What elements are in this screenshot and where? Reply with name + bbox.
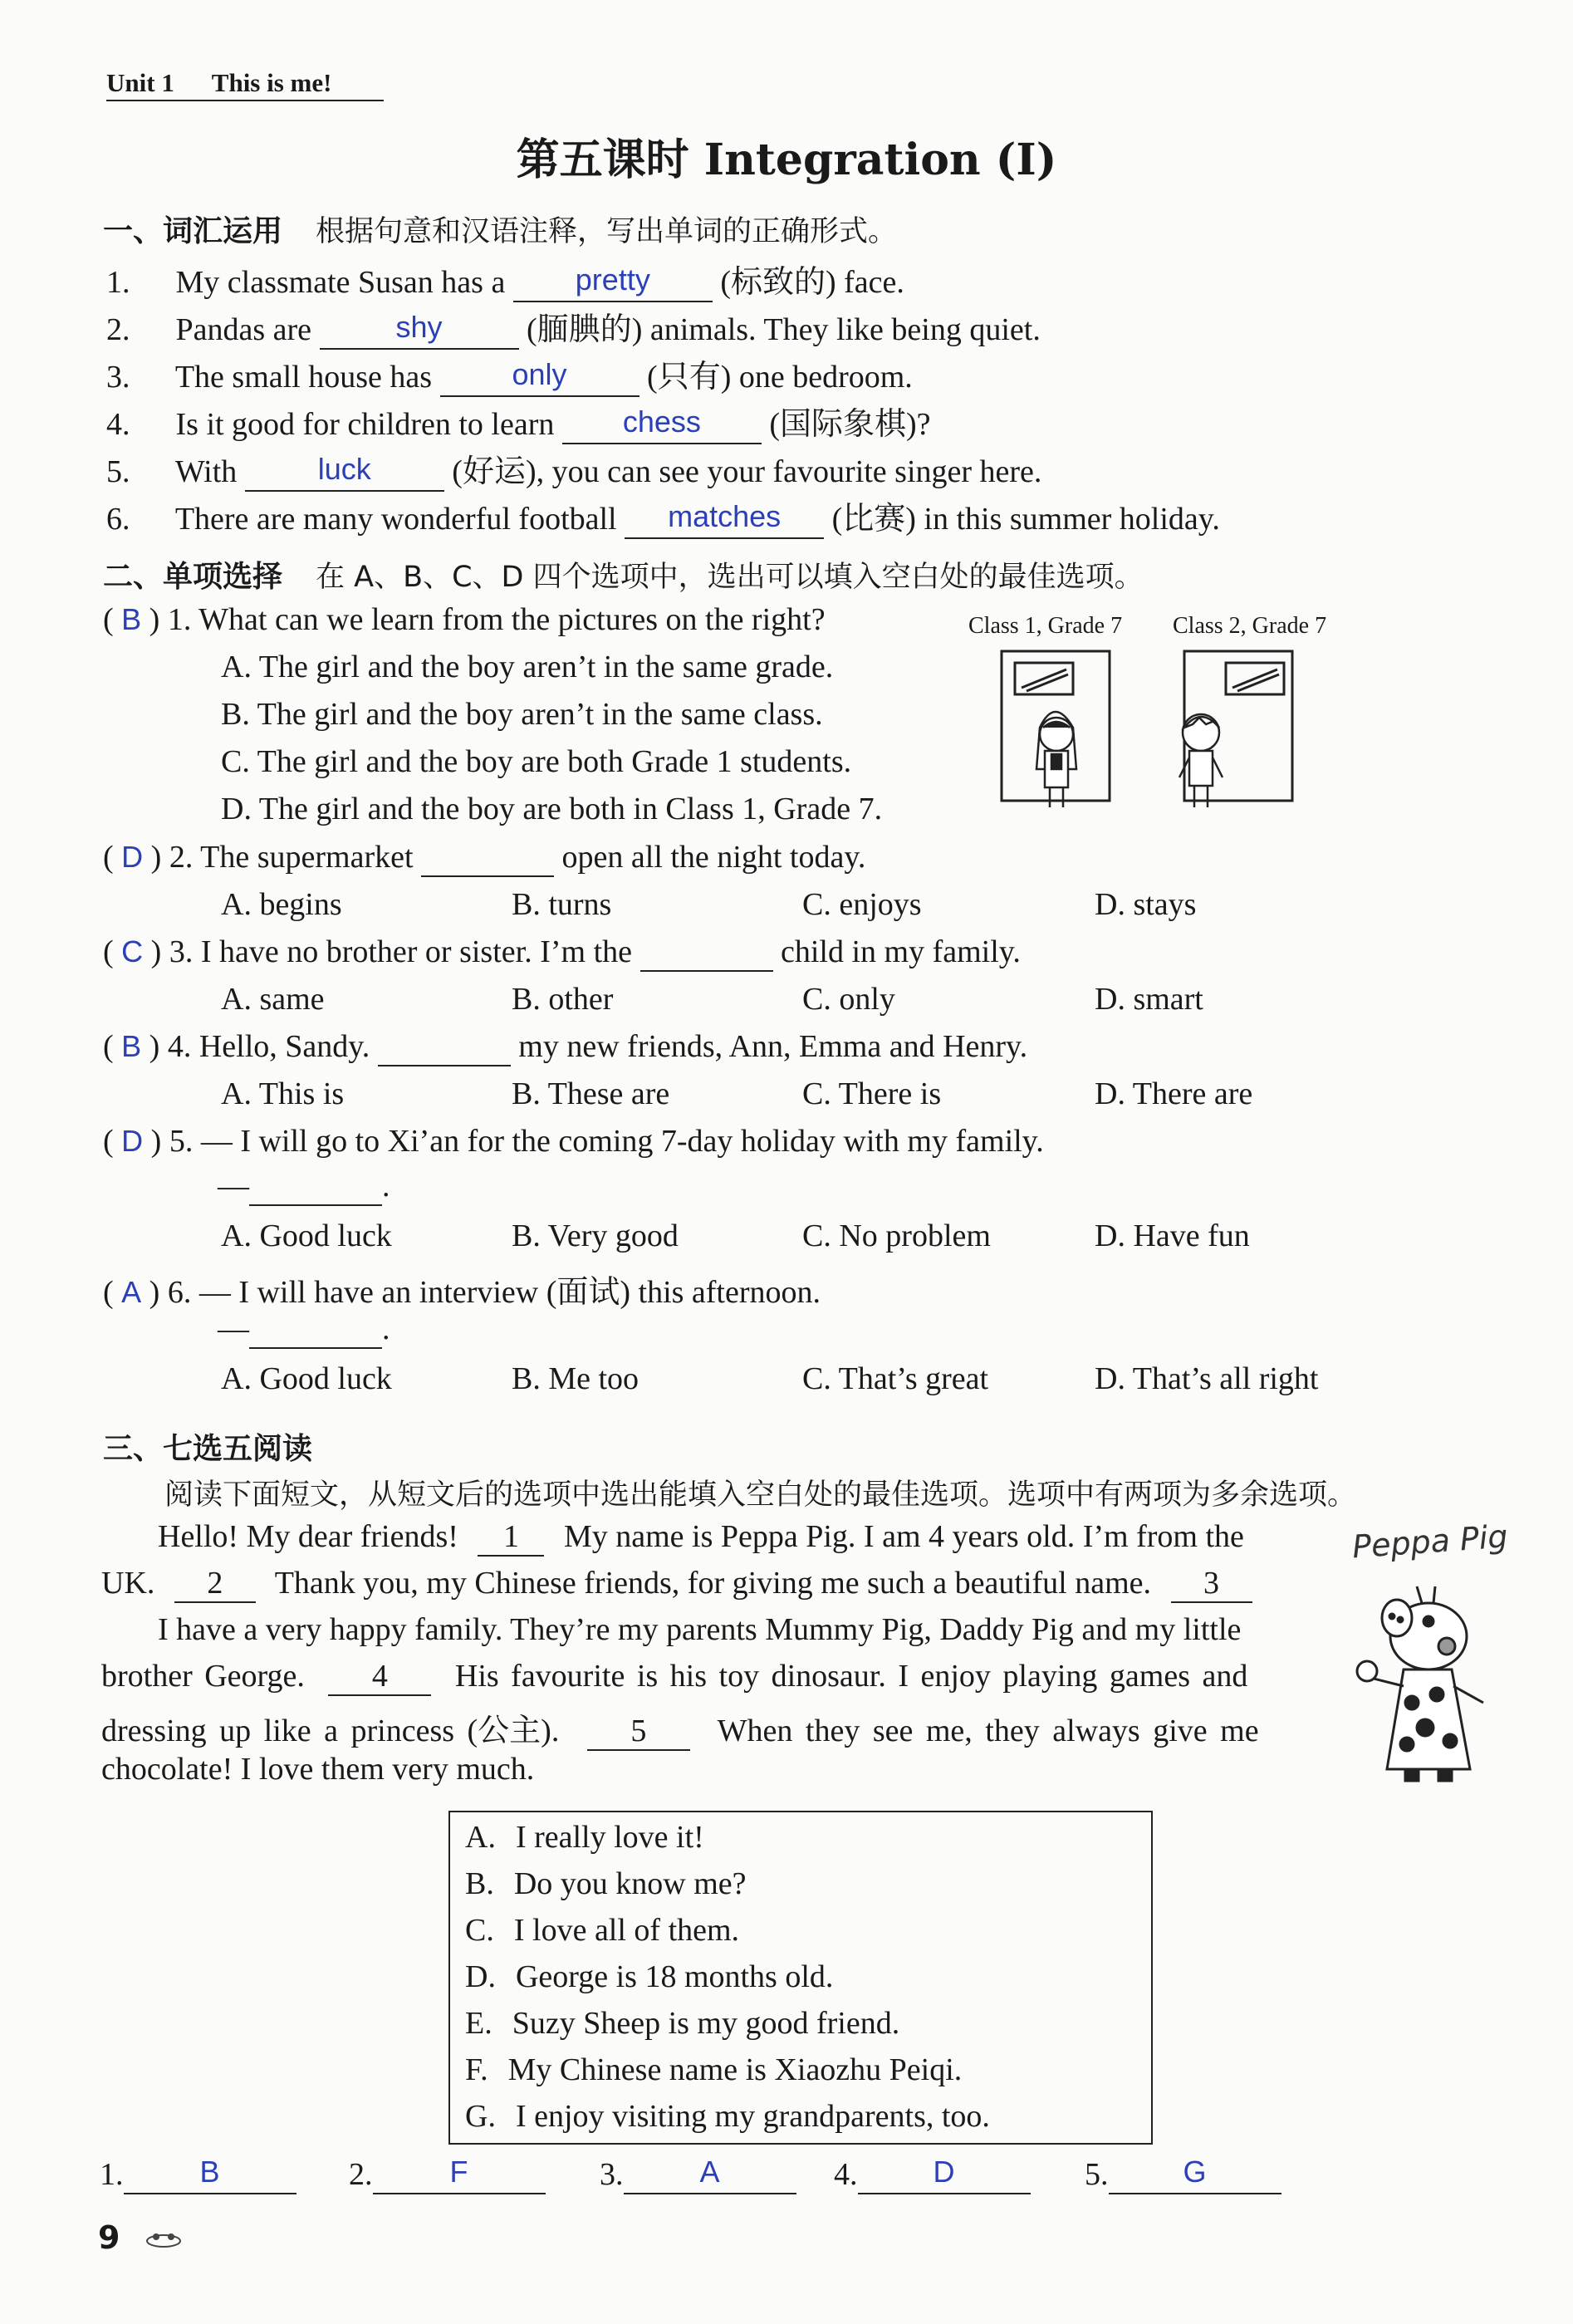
handwritten-answer: luck [317, 452, 371, 486]
question-number: 2. [169, 840, 194, 875]
option: D. Have fun [1095, 1218, 1250, 1253]
answer-blank[interactable] [1109, 2156, 1281, 2194]
reading-option [465, 2052, 962, 2088]
answer-paren[interactable]: ( D ) [103, 1124, 162, 1159]
passage-text: Hello! My dear friends! [158, 1519, 458, 1554]
mc-question [103, 601, 826, 638]
passage-blank [328, 1658, 431, 1696]
reading-option [465, 1912, 739, 1949]
passage-blank [478, 1518, 544, 1557]
section3-instruction: 阅读下面短文，从短文后的选项中选出能填入空白处的最佳选项。选项中有两项为多余选项。 [164, 1478, 1357, 1512]
vocab-item [106, 303, 1041, 350]
option: B. Very good [512, 1218, 679, 1253]
question-number: 3. [169, 934, 194, 969]
item-text: (比赛) in this summer holiday. [831, 502, 1220, 537]
item-text: The small house has [174, 360, 433, 395]
section3-heading: 三、七选五阅读 [103, 1432, 313, 1466]
option: B. Me too [512, 1361, 639, 1396]
footer-ornament-icon [143, 2228, 184, 2249]
option-letter: B. [465, 1866, 494, 1901]
unit-title: This is me! [211, 68, 332, 97]
handwritten-answer: F [449, 2155, 468, 2189]
item-number: 5. [106, 454, 130, 489]
answer-number: 1. [100, 2157, 124, 2192]
question-stem: The supermarket [200, 840, 414, 875]
option-letter: D. [465, 1959, 496, 1994]
option: A. The girl and the boy aren’t in the same grade. [221, 650, 834, 684]
answer-slot [834, 2156, 1031, 2194]
item-text: (国际象棋)? [769, 407, 931, 442]
handwritten-answer: shy [395, 310, 443, 344]
option: A. Good luck [221, 1218, 392, 1253]
question-stem: — I will go to Xi’an for the coming 7-day holiday with my family. [200, 1124, 1044, 1159]
option: A. Good luck [221, 1361, 392, 1396]
item-number: 3. [106, 360, 130, 395]
passage-text: His favourite is his toy dinosaur. I enjoy playing games and [454, 1659, 1248, 1694]
vocab-item [106, 493, 1220, 539]
handwritten-answer: A [699, 2155, 720, 2189]
handwritten-answer: B [199, 2155, 220, 2189]
handwritten-answer: D [121, 1124, 144, 1158]
answer-slot [349, 2156, 546, 2194]
section2-instruction: 在 A、B、C、D 四个选项中，选出可以填入空白处的最佳选项。 [316, 561, 1144, 594]
handwritten-answer: pretty [575, 262, 650, 297]
section1-heading-row [103, 208, 897, 250]
option-letter: F. [465, 2052, 488, 2087]
blank-number: 4 [371, 1659, 388, 1694]
question-stem: I have no brother or sister. I’m the [200, 934, 632, 969]
answer-blank[interactable] [320, 311, 519, 350]
handwritten-answer: B [121, 1029, 142, 1063]
option-text: Suzy Sheep is my good friend. [512, 2006, 900, 2041]
option: B. turns [512, 887, 612, 922]
question-stem: Hello, Sandy. [198, 1029, 370, 1064]
option: A. begins [221, 887, 342, 922]
handwritten-answer: chess [622, 404, 701, 439]
question-blank [378, 1028, 511, 1066]
section1-heading: 一、词汇运用 [103, 214, 283, 248]
passage-blank [587, 1713, 690, 1751]
reply-dash: — [218, 1312, 249, 1346]
peppa-pig-logo: Peppa Pig [1350, 1517, 1509, 1566]
option: C. No problem [802, 1218, 991, 1253]
item-text: (腼腆的) animals. They like being quiet. [527, 312, 1041, 347]
item-text: (只有) one bedroom. [647, 360, 913, 395]
answer-paren[interactable]: ( A ) [103, 1275, 160, 1310]
answer-number: 2. [349, 2157, 373, 2192]
passage-line [158, 1518, 1319, 1557]
item-text: (好运), you can see your favourite singer here. [452, 454, 1042, 489]
item-number: 4. [106, 407, 130, 442]
vocab-item [106, 445, 1041, 492]
option: D. smart [1095, 982, 1203, 1017]
option: D. That’s all right [1095, 1361, 1319, 1396]
handwritten-answer: D [933, 2155, 955, 2189]
blank-number: 3 [1203, 1566, 1220, 1601]
question-blank [421, 839, 554, 877]
blank-number: 5 [630, 1714, 647, 1748]
passage-line [101, 1658, 1322, 1696]
item-text: There are many wonderful football [174, 502, 617, 537]
option-letter: E. [465, 2006, 492, 2041]
option: B. The girl and the boy aren’t in the same class. [221, 697, 823, 732]
question-number: 1. [167, 602, 192, 637]
option-text: I love all of them. [513, 1913, 740, 1948]
option: C. enjoys [802, 887, 922, 922]
answer-blank[interactable] [245, 454, 444, 492]
answer-blank[interactable] [124, 2156, 296, 2194]
option: C. There is [802, 1076, 942, 1111]
page-number: 9 [98, 2219, 120, 2256]
unit-label: Unit 1 [106, 68, 174, 97]
mc-question [103, 1123, 1044, 1160]
boy-figure [1179, 714, 1223, 807]
option: A. This is [221, 1076, 345, 1111]
question-stem: child in my family. [781, 934, 1021, 969]
handwritten-answer: D [121, 840, 144, 874]
handwritten-answer: A [121, 1275, 142, 1309]
vocab-item [106, 351, 913, 397]
passage-text: My name is Peppa Pig. I am 4 years old. I’m from the [563, 1519, 1244, 1554]
answer-number: 3. [600, 2157, 624, 2192]
answer-paren[interactable]: ( C ) [103, 934, 162, 969]
option: D. stays [1095, 887, 1197, 922]
answer-blank[interactable] [858, 2156, 1031, 2194]
item-text: My classmate Susan has a [175, 265, 506, 300]
answer-number: 5. [1085, 2157, 1109, 2192]
answer-slot [1085, 2156, 1281, 2194]
vocab-item [106, 256, 904, 302]
answer-number: 4. [834, 2157, 858, 2192]
option-text: My Chinese name is Xiaozhu Peiqi. [507, 2052, 963, 2087]
section2-heading-row [103, 553, 1144, 596]
question-stem: — I will have an interview (面试) this afternoon. [198, 1275, 821, 1310]
section1-instruction: 根据句意和汉语注释，写出单词的正确形式。 [316, 215, 898, 248]
reading-option [465, 1959, 833, 1995]
item-text: With [174, 454, 238, 489]
answer-blank[interactable] [624, 2156, 796, 2194]
handwritten-answer: B [121, 602, 142, 636]
reading-option [465, 1866, 747, 1902]
item-number: 1. [106, 265, 130, 300]
passage-line [158, 1611, 1241, 1648]
dialogue-reply-line: — . [218, 1311, 390, 1349]
question-stem: open all the night today. [561, 840, 866, 875]
answer-blank[interactable] [513, 264, 713, 302]
passage-text: When they see me, they always give me [717, 1714, 1259, 1748]
mc-question [103, 1028, 1027, 1066]
vocab-item [106, 398, 931, 444]
passage-blank [1171, 1565, 1252, 1603]
answer-blank[interactable] [562, 406, 762, 444]
handwritten-answer: G [1183, 2155, 1207, 2189]
option: D. There are [1095, 1076, 1253, 1111]
option: C. only [802, 982, 895, 1017]
passage-text: chocolate! I love them very much. [101, 1752, 535, 1787]
option-text: I really love it! [515, 1820, 704, 1855]
option-text: George is 18 months old. [515, 1959, 834, 1994]
lesson-title: 第五课时 Integration (I) [516, 135, 1057, 185]
item-text: Pandas are [175, 312, 312, 347]
blank-number: 1 [502, 1519, 519, 1554]
picture-label-class2: Class 2, Grade 7 [1173, 613, 1327, 639]
option-letter: C. [465, 1913, 494, 1948]
item-number: 6. [106, 502, 130, 537]
answer-paren[interactable]: ( D ) [103, 840, 162, 875]
option: D. The girl and the boy are both in Class 1, Grade 7. [221, 792, 883, 826]
option: C. That’s great [802, 1361, 989, 1396]
option: B. These are [512, 1076, 670, 1111]
reading-option [465, 2098, 990, 2135]
question-blank [249, 1311, 382, 1349]
option-text: I enjoy visiting my grandparents, too. [515, 2099, 990, 2134]
reply-dash: — [218, 1169, 249, 1204]
option-text: Do you know me? [513, 1866, 747, 1901]
reading-option [465, 2005, 899, 2042]
reading-option [465, 1819, 704, 1856]
question-stem: my new friends, Ann, Emma and Henry. [518, 1029, 1028, 1064]
passage-text: UK. [101, 1566, 155, 1601]
passage-blank [174, 1565, 256, 1603]
answer-blank[interactable] [373, 2156, 546, 2194]
unit-header [106, 68, 384, 101]
girl-figure [1036, 712, 1076, 807]
option: A. same [221, 982, 325, 1017]
answer-blank[interactable] [625, 501, 824, 539]
question-blank [249, 1168, 382, 1206]
blank-number: 2 [207, 1566, 223, 1601]
answer-slot [100, 2156, 296, 2194]
option: C. The girl and the boy are both Grade 1 students. [221, 744, 852, 779]
dialogue-reply-line: — . [218, 1168, 390, 1206]
answer-slot [600, 2156, 796, 2194]
answer-paren[interactable]: ( B ) [103, 602, 160, 637]
answer-paren[interactable]: ( B ) [103, 1029, 160, 1064]
item-text: (标致的) face. [720, 265, 904, 300]
passage-text: brother George. [101, 1659, 305, 1694]
item-number: 2. [106, 312, 130, 347]
mc-question [103, 934, 1021, 972]
option-letter: A. [465, 1820, 496, 1855]
question-stem: What can we learn from the pictures on the right? [198, 602, 826, 637]
question-number: 4. [167, 1029, 192, 1064]
passage-text: dressing up like a princess (公主). [101, 1714, 560, 1748]
peppa-pig-illustration [1345, 1578, 1495, 1786]
handwritten-answer: matches [668, 499, 782, 533]
passage-line [101, 1704, 1322, 1751]
passage-text: Thank you, my Chinese friends, for giving me such a beautiful name. [274, 1566, 1152, 1601]
option: B. other [512, 982, 614, 1017]
picture-label-class1: Class 1, Grade 7 [968, 613, 1123, 639]
handwritten-answer: only [512, 357, 567, 391]
passage-text: I have a very happy family. They’re my parents Mummy Pig, Daddy Pig and my little [158, 1612, 1242, 1647]
item-text: Is it good for children to learn [175, 407, 555, 442]
question-number: 5. [169, 1124, 194, 1159]
handwritten-answer: C [121, 934, 144, 968]
section2-heading: 二、单项选择 [103, 560, 283, 594]
option-letter: G. [465, 2099, 496, 2134]
passage-line [101, 1565, 1322, 1603]
classroom-doors-illustration [997, 645, 1312, 819]
mc-question [103, 839, 865, 877]
answer-blank[interactable] [440, 359, 639, 397]
question-blank [640, 934, 773, 972]
passage-line [101, 1751, 534, 1787]
mc-question [103, 1266, 821, 1312]
question-number: 6. [167, 1275, 192, 1310]
